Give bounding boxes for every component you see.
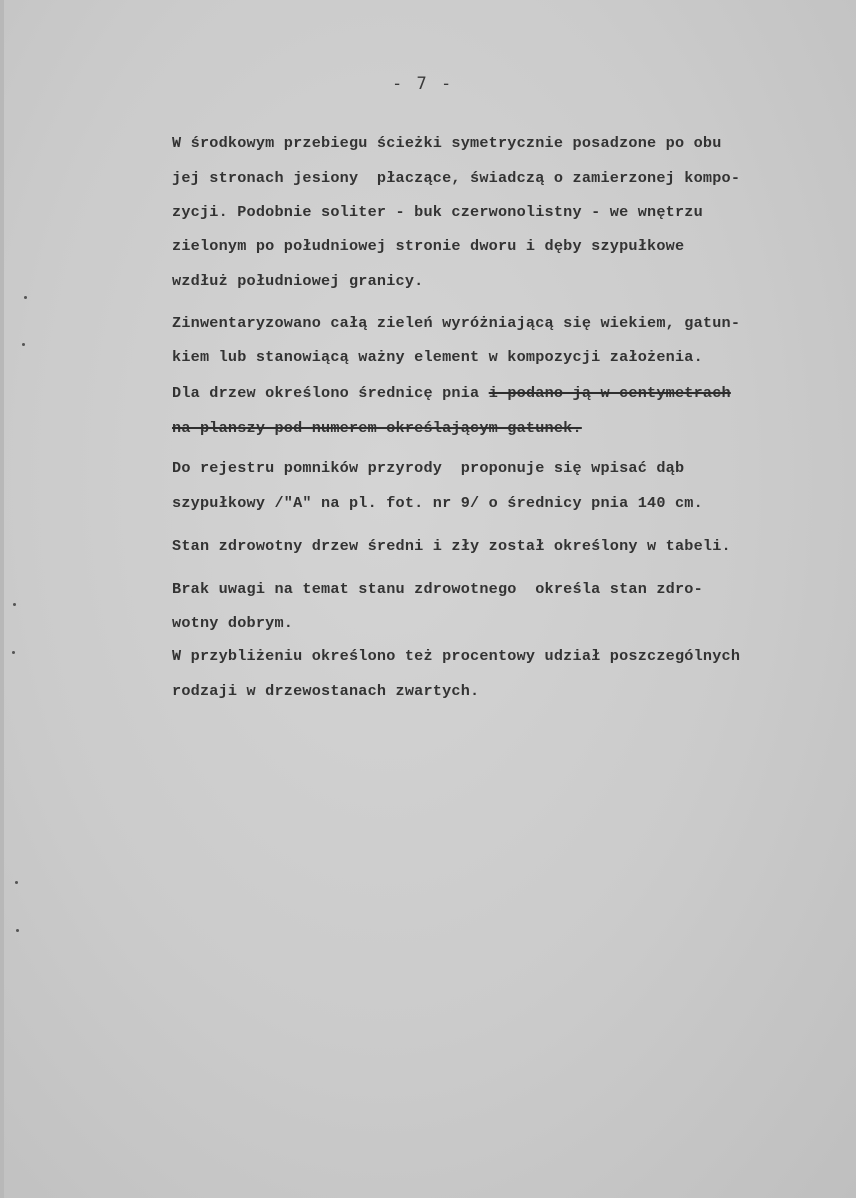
scan-edge bbox=[0, 0, 4, 1198]
text-line: Brak uwagi na temat stanu zdrowotnego określa stan zdro- bbox=[172, 580, 703, 598]
text-segment: Dla drzew określono średnicę pnia bbox=[172, 384, 489, 402]
text-line bbox=[172, 384, 731, 402]
text-line: wotny dobrym. bbox=[172, 614, 294, 632]
text-line: Zinwentaryzowano całą zieleń wyróżniającą się wiekiem, gatun- bbox=[172, 314, 741, 332]
text-line: wzdłuż południowej granicy. bbox=[172, 272, 424, 290]
struck-text-line: na planszy pod numerem określającym gatunek. bbox=[172, 419, 582, 437]
punch-mark bbox=[12, 651, 15, 654]
text-line: kiem lub stanowiącą ważny element w kompozycji założenia. bbox=[172, 348, 703, 366]
text-line: Stan zdrowotny drzew średni i zły został określony w tabeli. bbox=[172, 537, 731, 555]
punch-mark bbox=[16, 929, 19, 932]
page-number: - 7 - bbox=[392, 74, 454, 94]
text-line: W przybliżeniu określono też procentowy udział poszczególnych bbox=[172, 647, 741, 665]
text-line: szypułkowy /"A" na pl. fot. nr 9/ o średnicy pnia 140 cm. bbox=[172, 494, 703, 512]
punch-mark bbox=[24, 296, 27, 299]
text-line: zycji. Podobnie soliter - buk czerwonolistny - we wnętrzu bbox=[172, 203, 703, 221]
punch-mark bbox=[15, 881, 18, 884]
text-line: Do rejestru pomników przyrody proponuje się wpisać dąb bbox=[172, 459, 685, 477]
punch-mark bbox=[13, 603, 16, 606]
text-line: jej stronach jesiony płaczące, świadczą o zamierzonej kompo- bbox=[172, 169, 741, 187]
text-line: W środkowym przebiegu ścieżki symetrycznie posadzone po obu bbox=[172, 134, 722, 152]
text-line: rodzaji w drzewostanach zwartych. bbox=[172, 682, 480, 700]
text-line: zielonym po południowej stronie dworu i dęby szypułkowe bbox=[172, 237, 685, 255]
struck-text: i podano ją w centymetrach bbox=[488, 384, 731, 402]
punch-mark bbox=[22, 343, 25, 346]
